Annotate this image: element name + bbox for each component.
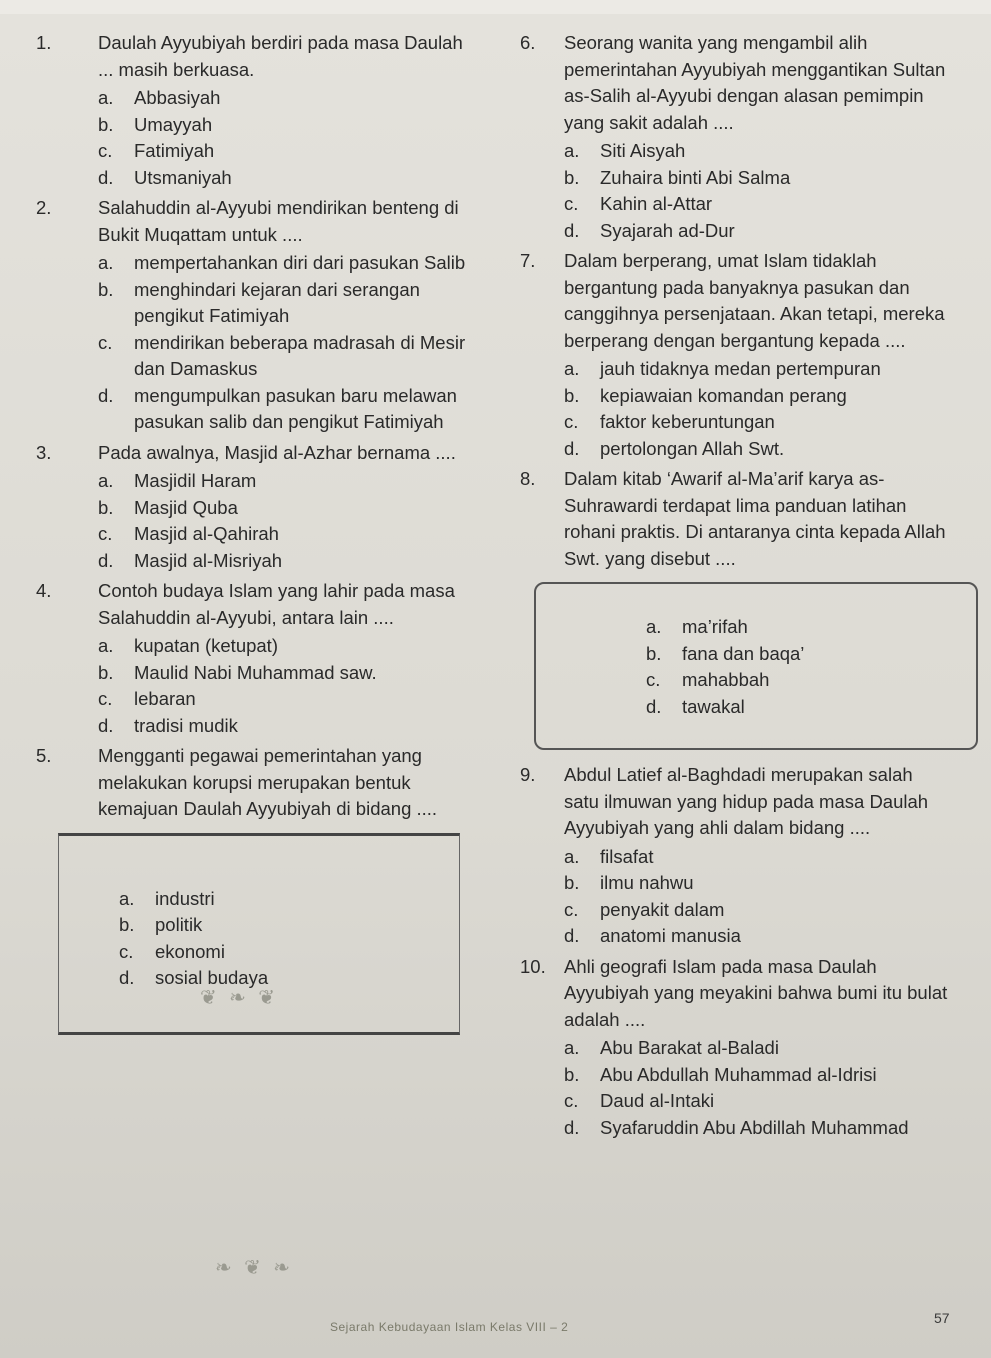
question-number: 2. [36, 197, 52, 218]
option: b. politik [119, 914, 203, 935]
option: c. penyakit dalam [564, 898, 725, 920]
question-8 [520, 466, 950, 750]
option: d. Utsmaniyah [98, 166, 232, 188]
option: c. Masjid al-Qahirah [98, 523, 279, 544]
question-stem: Dalam berperang, umat Islam tidaklah bergantung pada banyaknya pasukan dan canggihnya persenjataan. Akan tetapi, mereka berperang dengan bergantung kepada .... [564, 250, 945, 351]
question-number: 10. [520, 955, 546, 977]
page-footer: Sejarah Kebudayaan Islam Kelas VIII – 2 [330, 1320, 569, 1334]
option: d. Masjid al-Misriyah [98, 549, 283, 571]
option: d. tawakal [646, 695, 745, 717]
option: c. lebaran [98, 688, 196, 709]
question-number: 8. [520, 468, 536, 489]
option: a. filsafat [564, 845, 654, 867]
option: c. faktor keberuntungan [564, 411, 775, 432]
right-column [520, 30, 950, 1145]
option: d. anatomi manusia [564, 925, 741, 946]
question-stem: Abdul Latief al-Baghdadi merupakan salah satu ilmuwan yang hidup pada masa Daulah Ayyubiyah yang ahli dalam bidang .... [564, 764, 929, 838]
left-column [36, 30, 476, 1047]
question-3 [36, 440, 476, 575]
question-1 [36, 30, 476, 191]
option: c. mendirikan beberapa madrasah di Mesir dan Damaskus [98, 331, 466, 379]
option: b. menghindari kejaran dari serangan pengikut Fatimiyah [98, 278, 420, 326]
option: b. Abu Abdullah Muhammad al-Idrisi [564, 1063, 877, 1085]
option: b. Zuhaira binti Abi Salma [564, 166, 791, 188]
question-4 [36, 578, 476, 739]
option: c. mahabbah [646, 669, 770, 690]
options-frame [534, 582, 978, 750]
question-stem: Mengganti pegawai pemerintahan yang melakukan korupsi merupakan bentuk kemajuan Daulah Ayyubiyah di bidang .... [98, 745, 438, 819]
question-9 [520, 762, 950, 950]
option: a. Siti Aisyah [564, 140, 686, 161]
option: c. Kahin al-Attar [564, 193, 713, 214]
option: d. sosial budaya [119, 967, 269, 988]
option: c. Daud al-Intaki [564, 1090, 715, 1111]
question-7 [520, 248, 950, 462]
question-stem: Salahuddin al-Ayyubi mendirikan benteng di Bukit Muqattam untuk .... [98, 197, 459, 245]
option: d. pertolongan Allah Swt. [564, 437, 785, 459]
question-stem: Contoh budaya Islam yang lahir pada masa Salahuddin al-Ayyubi, antara lain .... [98, 580, 455, 628]
top-cut-edge [0, 0, 991, 14]
option: b. kepiawaian komandan perang [564, 384, 847, 406]
option: b. ilmu nahwu [564, 872, 694, 893]
option: a. Abbasiyah [98, 87, 221, 108]
question-number: 5. [36, 745, 52, 766]
option: b. fana dan baqa’ [646, 642, 805, 664]
option: d. Syajarah ad-Dur [564, 219, 735, 241]
option: d. mengumpulkan pasukan baru melawan pasukan salib dan pengikut Fatimiyah [98, 384, 457, 432]
option: d. tradisi mudik [98, 714, 238, 736]
option: a. Abu Barakat al-Baladi [564, 1037, 779, 1058]
question-stem: Ahli geografi Islam pada masa Daulah Ayyubiyah yang meyakini bahwa bumi itu bulat adalah .... [564, 955, 948, 1030]
option: d. Syafaruddin Abu Abdillah Muhammad [564, 1116, 909, 1138]
question-stem: Seorang wanita yang mengambil alih pemerintahan Ayyubiyah menggantikan Sultan as-Salih al-Ayyubi dengan alasan pemimpin yang sakit adalah .... [564, 32, 946, 133]
question-2 [36, 195, 476, 436]
question-number: 4. [36, 580, 52, 601]
page-number: 57 [934, 1310, 950, 1326]
option: c. Fatimiyah [98, 140, 215, 161]
question-6 [520, 30, 950, 244]
option: a. Masjidil Haram [98, 470, 257, 491]
option: a. kupatan (ketupat) [98, 635, 278, 656]
question-number: 9. [520, 764, 536, 785]
question-stem: Dalam kitab ‘Awarif al-Ma’arif karya as-Suhrawardi terdapat lima panduan latihan rohani praktis. Di antaranya cinta kepada Allah Swt. yang disebut .... [564, 468, 946, 569]
question-stem: Pada awalnya, Masjid al-Azhar bernama .... [98, 441, 456, 463]
question-number: 7. [520, 250, 536, 271]
option: b. Maulid Nabi Muhammad saw. [98, 661, 377, 683]
option: b. Umayyah [98, 113, 213, 135]
question-number: 1. [36, 32, 52, 53]
question-10 [520, 954, 950, 1142]
option: b. Masjid Quba [98, 496, 238, 518]
ornament-icon: ❦ ❧ ❦ [200, 985, 278, 1009]
question-number: 6. [520, 32, 536, 53]
option: a. jauh tidaknya medan pertempuran [564, 358, 881, 379]
question-stem: Daulah Ayyubiyah berdiri pada masa Daulah ... masih berkuasa. [98, 32, 463, 80]
option: a. mempertahankan diri dari pasukan Salib [98, 252, 466, 273]
option: c. ekonomi [119, 940, 225, 962]
option: a. ma’rifah [646, 616, 748, 637]
ornament-icon: ❧ ❦ ❧ [215, 1255, 293, 1279]
question-number: 3. [36, 441, 52, 463]
option: a. industri [119, 887, 215, 909]
